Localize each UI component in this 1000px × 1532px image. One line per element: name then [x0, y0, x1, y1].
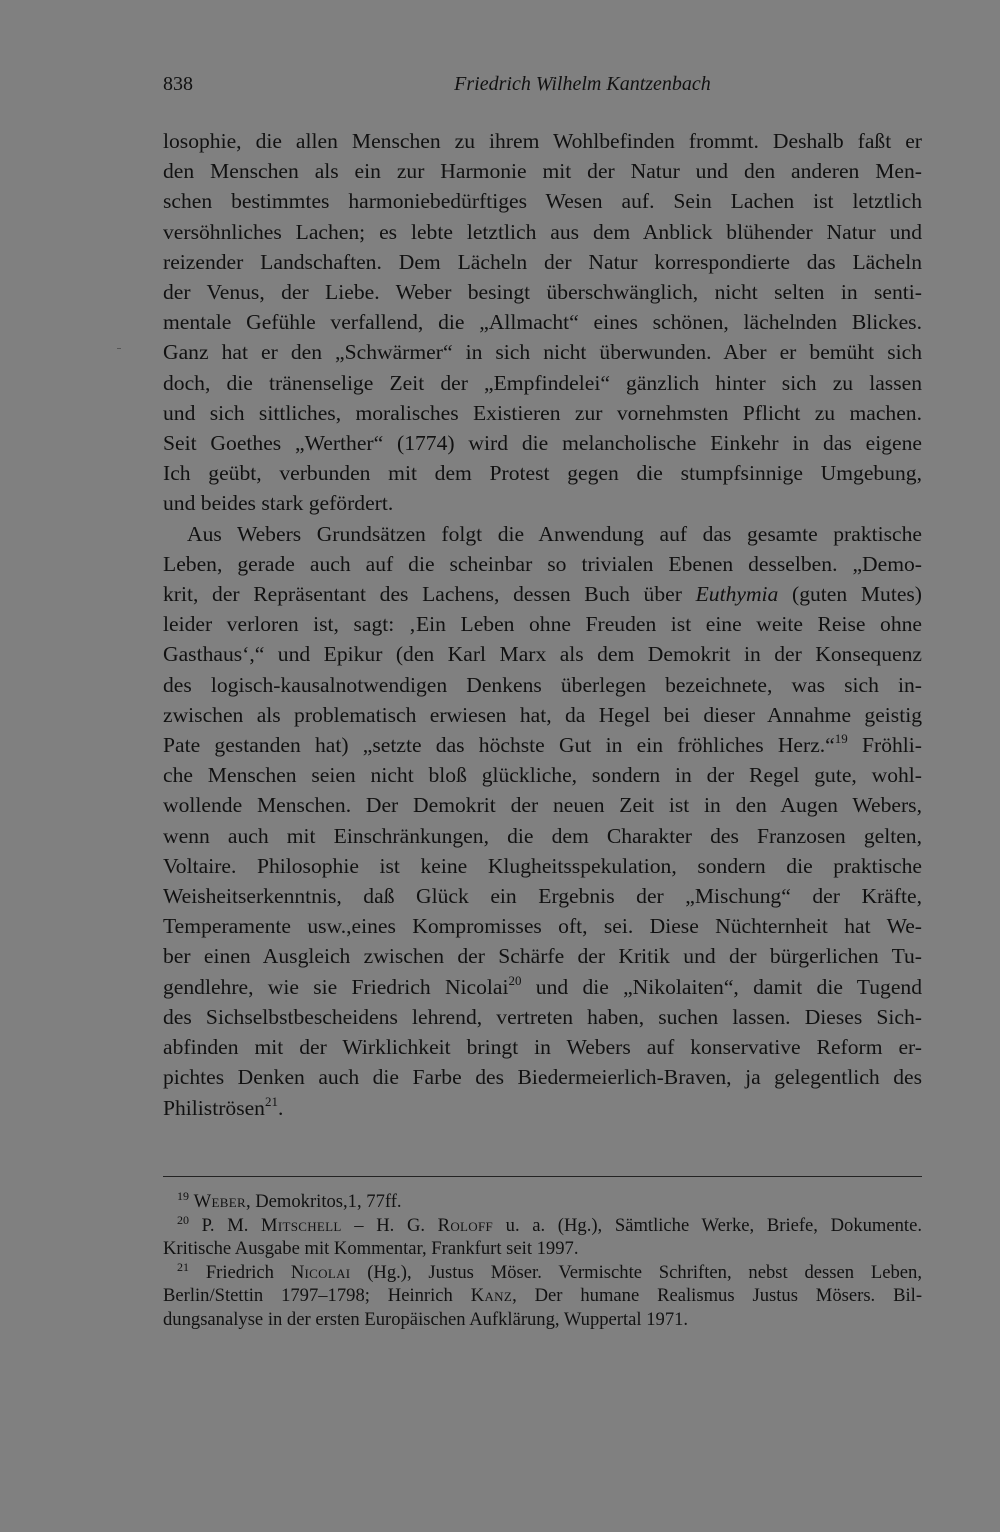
footnote-divider	[163, 1176, 922, 1177]
text-line: Temperamente usw.,eines Kompromisses oft, sei. Diese Nüchternheit hat We-	[163, 914, 922, 939]
text-segment: Friedrich	[205, 1261, 291, 1283]
footnote-21	[163, 1261, 922, 1332]
text-line	[163, 730, 922, 760]
text-line	[163, 1261, 922, 1285]
footnotes	[163, 1190, 922, 1331]
text-line: wollende Menschen. Der Demokrit der neuen Zeit ist in den Augen Webers,	[163, 793, 922, 818]
text-segment: (guten Mutes)	[778, 582, 922, 607]
margin-mark	[117, 348, 121, 349]
text-line: abfinden mit der Wirklichkeit bringt in Webers auf konservative Reform er-	[163, 1035, 922, 1060]
footnote-number: 20	[177, 1212, 189, 1227]
text-line: dungsanalyse in der ersten Europäischen Aufklärung, Wuppertal 1971.	[163, 1308, 689, 1330]
running-title: Friedrich Wilhelm Kantzenbach	[454, 73, 711, 95]
text-line	[163, 579, 922, 609]
text-segment: und die „Nikolaiten“, damit die Tugend	[521, 974, 922, 999]
text-segment: Fröhli-	[847, 733, 922, 758]
author-name: Roloff	[437, 1214, 494, 1236]
text-line: des Sichselbstbescheidens lehrend, vertreten haben, suchen lassen. Dieses Sich-	[163, 1004, 922, 1029]
paragraph-1	[163, 126, 922, 519]
author-name: Weber	[193, 1191, 246, 1212]
text-line: Voltaire. Philosophie ist keine Klugheitsspekulation, sondern die praktische	[163, 853, 922, 878]
text-line: che Menschen seien nicht bloß glückliche, sondern in der Regel gute, wohl-	[163, 763, 922, 788]
text-line	[163, 1190, 922, 1214]
text-line: losophie, die allen Menschen zu ihrem Wohlbefinden frommt. Deshalb faßt er	[163, 129, 922, 153]
text-segment: krit, der Repräsentant des Lachens, dessen Buch über	[163, 582, 696, 607]
text-segment: – H. G.	[341, 1214, 438, 1236]
text-line: Kritische Ausgabe mit Kommentar, Frankfurt seit 1997.	[163, 1238, 579, 1259]
text-line	[163, 972, 922, 1002]
text-segment: P. M.	[201, 1214, 262, 1236]
text-line: des logisch-kausalnotwendigen Denkens überlegen bezeichnete, was sich in-	[163, 672, 922, 697]
footnote-19	[163, 1190, 922, 1214]
text-line: den Menschen als ein zur Harmonie mit der Natur und den anderen Men-	[163, 159, 922, 184]
text-line: Gasthaus‘,“ und Epikur (den Karl Marx als dem Demokrit in der Konsequenz	[163, 642, 922, 667]
text-segment: , Demokritos,1, 77ff.	[245, 1191, 402, 1212]
main-text	[163, 126, 922, 1123]
running-header	[163, 73, 922, 99]
text-line: Weisheitserkenntnis, daß Glück ein Ergebnis der „Mischung“ der Kräfte,	[163, 884, 922, 909]
author-name: Nicolai	[290, 1261, 351, 1283]
text-line: Seit Goethes „Werther“ (1774) wird die melancholische Einkehr in das eigene	[163, 431, 922, 456]
footnote-ref-19: 19	[834, 731, 848, 747]
text-line: schen bestimmtes harmoniebedürftiges Wesen auf. Sein Lachen ist letztlich	[163, 189, 922, 214]
text-line: mentale Gefühle verfallend, die „Allmacht“ eines schönen, lächelnden Blickes.	[163, 310, 922, 335]
text-segment: Philiströsen	[163, 1095, 265, 1120]
text-line: ber einen Ausgleich zwischen der Schärfe der Kritik und der bürgerlichen Tu-	[163, 944, 922, 969]
footnote-ref-20: 20	[508, 972, 522, 988]
text-line: Aus Webers Grundsätzen folgt die Anwendung auf das gesamte praktische	[187, 521, 922, 546]
text-segment: gendlehre, wie sie Friedrich Nicolai	[163, 974, 509, 999]
author-name: Mitschell	[261, 1214, 342, 1236]
text-line	[163, 1214, 922, 1238]
text-line: leider verloren ist, sagt: ‚Ein Leben ohne Freuden ist eine weite Reise ohne	[163, 612, 922, 637]
text-segment: .	[277, 1095, 284, 1120]
text-segment: , Der humane Realismus Justus Mösers. Bil-	[512, 1285, 923, 1306]
text-line: pichtes Denken auch die Farbe des Biedermeierlich-Braven, ja gelegentlich des	[163, 1065, 922, 1090]
footnote-ref-21: 21	[264, 1093, 278, 1109]
text-segment: (Hg.), Justus Möser. Vermischte Schriften, nebst dessen Leben,	[350, 1261, 922, 1283]
page-number: 838	[163, 73, 193, 95]
book-title-euthymia: Euthymia	[695, 582, 779, 607]
text-line: Leben, gerade auch auf die scheinbar so trivialen Ebenen desselben. „Demo-	[163, 551, 922, 576]
text-segment: Berlin/Stettin 1797–1798; Heinrich	[163, 1285, 471, 1306]
footnote-20	[163, 1214, 922, 1261]
text-line: wenn auch mit Einschränkungen, die dem Charakter des Franzosen gelten,	[163, 823, 922, 848]
footnote-number: 21	[177, 1259, 189, 1274]
text-line: versöhnliches Lachen; es lebte letztlich aus dem Anblick blühender Natur und	[163, 219, 922, 244]
text-segment: Pate gestanden hat) „setzte das höchste Gut in ein fröhliches Herz.“	[163, 733, 835, 758]
text-line: reizender Landschaften. Dem Lächeln der Natur korrespondierte das Lächeln	[163, 249, 922, 274]
text-line: zwischen als problematisch erwiesen hat, da Hegel bei dieser Annahme geistig	[163, 702, 922, 727]
text-line: und sich sittliches, moralisches Existieren zur vornehmsten Pflicht zu machen.	[163, 400, 922, 425]
text-line: und beides stark gefördert.	[163, 491, 394, 516]
text-line	[149, 1284, 922, 1308]
text-line: der Venus, der Liebe. Weber besingt überschwänglich, nicht selten in senti-	[163, 280, 922, 305]
text-segment: u. a. (Hg.), Sämtliche Werke, Briefe, Dokumente.	[493, 1214, 922, 1236]
text-line: Ganz hat er den „Schwärmer“ in sich nicht überwunden. Aber er bemüht sich	[163, 340, 922, 365]
footnote-number: 19	[177, 1189, 189, 1203]
text-line: Ich geübt, verbunden mit dem Protest gegen die stumpfsinnige Umgebung,	[163, 461, 922, 486]
text-line	[163, 1093, 922, 1123]
author-name: Kanz	[470, 1285, 513, 1306]
text-line: doch, die tränenselige Zeit der „Empfindelei“ gänzlich hinter sich zu lassen	[163, 370, 922, 395]
paragraph-2	[163, 519, 922, 1123]
